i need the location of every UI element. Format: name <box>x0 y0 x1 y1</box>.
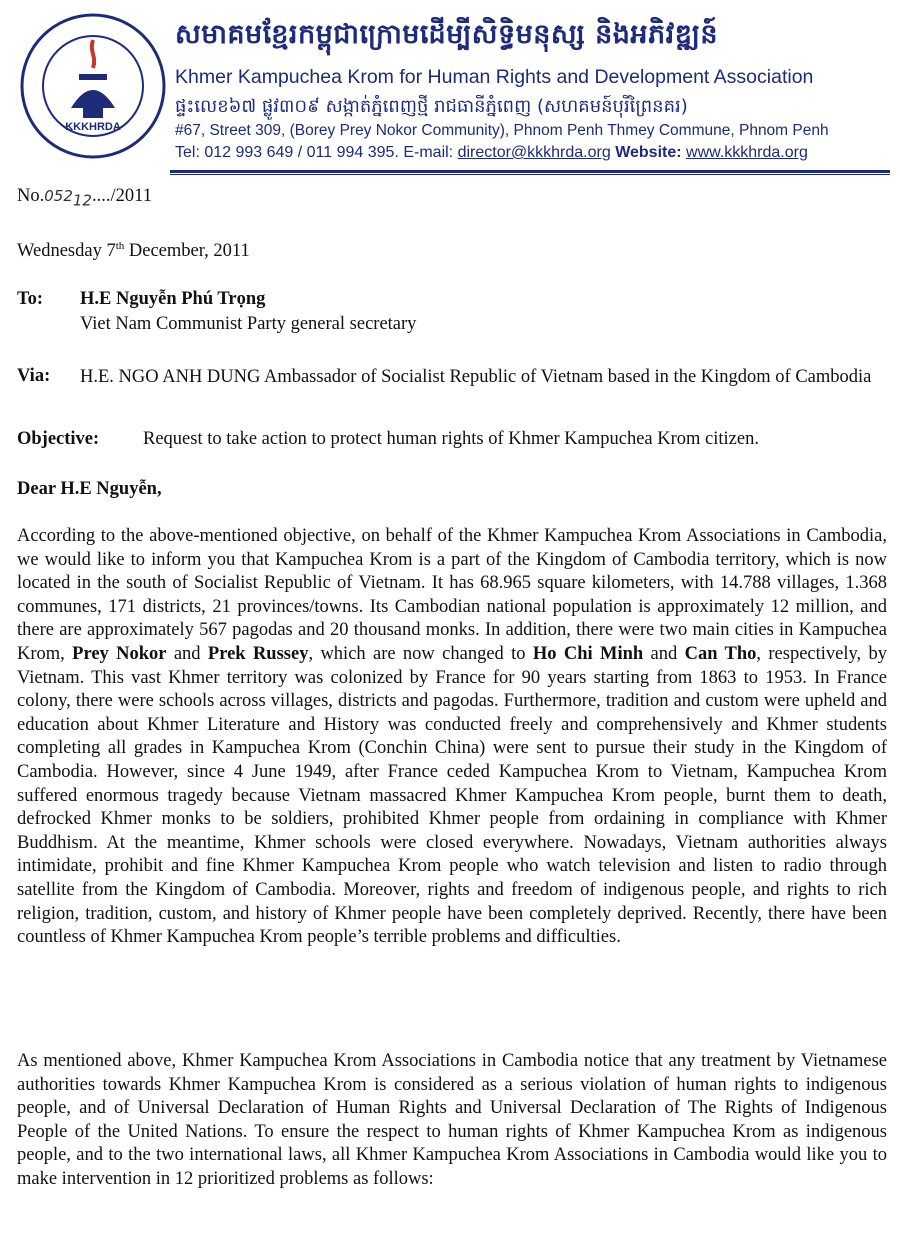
via-text: H.E. NGO ANH DUNG Ambassador of Socialist Republic of Vietnam based in the Kingdom of Cambodia <box>80 367 872 387</box>
recipient-title: Viet Nam Communist Party general secretary <box>80 314 417 334</box>
org-name-english: Khmer Kampuchea Krom for Human Rights and Development Association <box>175 66 814 88</box>
svg-text:KKKHRDA: KKKHRDA <box>65 121 121 133</box>
letter-date: Wednesday 7th December, 2011 <box>17 240 250 262</box>
email-link[interactable]: director@kkkhrda.org <box>457 144 611 161</box>
letterhead <box>0 0 900 175</box>
body-paragraph-2: As mentioned above, Khmer Kampuchea Krom Associations in Cambodia notice that any treatment by Vietnamese authorities towards Khmer Kampuchea Krom is considered as a serious violation of human rights to indigenous people, and of Universal Declaration of Human Rights and Universal Declaration of The Rights of Indigenous People of the United Nations. To ensure the respect to human rights of Khmer Kampuchea Krom as indigenous people, and to the two international laws, all Khmer Kampuchea Krom Associations in Cambodia would like you to make intervention in 12 prioritized problems as follows: <box>17 1051 887 1189</box>
website-link[interactable]: www.kkkhrda.org <box>686 144 808 161</box>
salutation: Dear H.E Nguyễn, <box>17 479 162 499</box>
letterhead-divider <box>170 170 890 173</box>
website-label: Website: <box>610 144 687 161</box>
letterhead-divider-thin <box>170 174 890 175</box>
recipient-name: H.E Nguyễn Phú Trọng <box>80 289 266 309</box>
reference-number: $No.052_{12}..../2011$ <box>17 186 152 210</box>
objective-text: Request to take action to protect human rights of Khmer Kampuchea Krom citizen. <box>143 429 759 449</box>
org-address-khmer: ផ្ទះលេខ៦៧ ផ្លូវ៣០៩ សង្កាត់ភ្នំពេញថ្មី រាជធានីភ្នំពេញ (សហគមន៍បុរីព្រៃនគរ) <box>175 96 688 117</box>
handwritten-number: 052 <box>44 187 73 205</box>
objective-label: Objective: <box>17 429 100 449</box>
org-contact-line <box>175 144 808 162</box>
org-address-english: #67, Street 309, (Borey Prey Nokor Community), Phnom Penh Thmey Commune, Phnom Penh <box>175 122 829 139</box>
to-label: To: <box>17 289 44 309</box>
body-paragraph-1: According to the above-mentioned objective, on behalf of the Khmer Kampuchea Krom Associations in Cambodia, we would like to inform you that Kampuchea Krom is a part of the Kingdom of Cambodia territory, which is now located in the south of Socialist Republic of Vietnam. It has 68.965 square kilometers, with 14.788 villages, 1.368 communes, 171 districts, 21 provinces/towns. Its Cambodian national population is approximately 12 million, and there are approximately 567 pagodas and 20 thousand monks. In addition, there were two main cities in Kampuchea Krom, Prey Nokor and Prek Russey, which are now changed to Ho Chi Minh and Can Tho, respectively, by Vietnam. This vast Khmer territory was colonized by France for 90 years starting from 1863 to 1953. In France colony, there were schools across villages, districts and pagodas. Furthermore, tradition and custom were upheld and education about Khmer Literature and History was conducted freely and comprehensively and Khmer students completing all grades in Kampuchea Krom (Conchin China) were sent to pursue their study in the Kingdom of Cambodia. However, since 4 June 1949, after France ceded Kampuchea Krom to Vietnam, Kampuchea Krom suffered enormous tragedy because Vietnam massacred Khmer Kampuchea Krom people, burnt them to death, defrocked Khmer monks to be soldiers, prohibited Khmer people from ordaining in compliance with Khmer Buddhism. At the meantime, Khmer schools were closed everywhere. Nowadays, Vietnam authorities always intimidate, prohibit and fine Khmer Kampuchea Krom people who watch television and listen to radio through satellite from the Kingdom of Cambodia. Moreover, rights and freedom of indigenous people, and rights to rich religion, tradition, custom, and history of Khmer people have been completely deprived. Recently, there have been countless of Khmer Kampuchea Krom people’s terrible problems and difficulties. <box>17 526 888 948</box>
handwritten-sub: 12 <box>72 191 92 210</box>
org-name-khmer: សមាគមខ្មែរកម្ពុជាក្រោមដើម្បីសិទ្ធិមនុស្ស និងអភិវឌ្ឍន៍ <box>175 19 719 50</box>
via-label: Via: <box>17 366 51 386</box>
association-logo <box>19 12 167 160</box>
org-tel: Tel: 012 993 649 / 011 994 395. E-mail: <box>175 144 458 161</box>
